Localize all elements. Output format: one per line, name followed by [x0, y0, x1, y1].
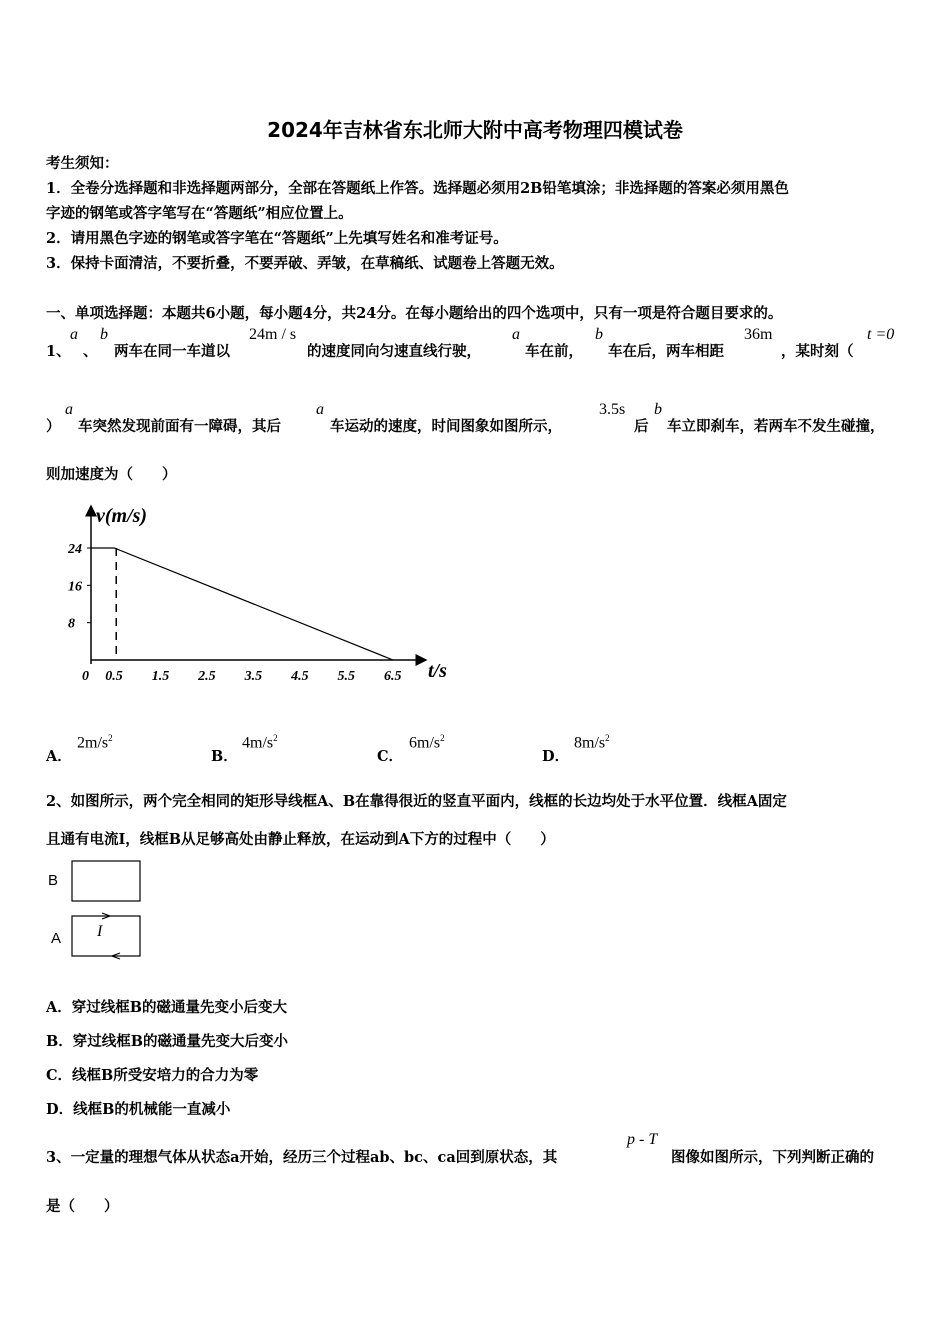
x-tick-label: 2.5 — [198, 669, 216, 684]
q1-var-a: a — [512, 326, 520, 343]
q1-text: ，某时刻（ — [781, 343, 854, 360]
q1-speed: 24m / s — [249, 326, 297, 343]
current-label: I — [97, 923, 103, 940]
q1-option-c-label[interactable]: C． — [377, 748, 404, 765]
x-tick-label: 5.5 — [337, 669, 356, 684]
q1-var-b: b — [654, 401, 662, 418]
q2-option-a[interactable]: A．穿过线框B的磁通量先变小后变大 — [46, 999, 288, 1016]
q1-option-a[interactable]: $2m/s^2$ — [77, 733, 113, 752]
q3-text: 图像如图所示，下列判断正确的 — [671, 1149, 874, 1166]
q1-t0: t =0 — [867, 326, 895, 343]
q1-option-d[interactable]: $8m/s^2$ — [574, 733, 610, 752]
x-tick-label: 6.5 — [384, 669, 402, 684]
q1-time: 3.5s — [599, 401, 626, 418]
q2-option-c[interactable]: C．线框B所受安培力的合力为零 — [46, 1067, 259, 1084]
x-axis-label: t/s — [428, 660, 447, 682]
notice-item: 1．全卷分选择题和非选择题两部分，全部在答题纸上作答。选择题必须用2B铅笔填涂；非选择题的答案必须用黑色 — [46, 180, 789, 197]
y-axis-label: v(m/s) — [96, 505, 148, 527]
q1-var-a: a — [70, 326, 78, 343]
q1-text: 车立即刹车，若两车不发生碰撞， — [667, 418, 885, 435]
frame-b — [72, 861, 140, 901]
q1-option-c[interactable]: $6m/s^2$ — [409, 733, 445, 752]
section-heading: 一、单项选择题：本题共6小题，每小题4分，共24分。在每小题给出的四个选项中，只有一项是符合题目要求的。 — [46, 305, 783, 322]
q1-text: 车突然发现前面有一障碍，其后 — [78, 418, 281, 435]
q1-sep: 、 — [83, 343, 98, 360]
q3-pt: p - T — [627, 1131, 658, 1148]
q2-option-d[interactable]: D．线框B的机械能一直减小 — [46, 1101, 231, 1118]
y-tick-label: 16 — [68, 579, 82, 595]
x-tick-label: 3.5 — [244, 669, 263, 684]
vt-chart — [60, 498, 480, 718]
q2-text: 2、如图所示，两个完全相同的矩形导线框A、B在靠得很近的竖直平面内，线框的长边均处于水平位置．线框A固定 — [46, 793, 787, 810]
q1-distance: 36m — [744, 326, 773, 343]
q1-var-b: b — [100, 326, 108, 343]
q2-text: 且通有电流I，线框B从足够高处由静止释放，在运动到A下方的过程中（ ） — [46, 831, 555, 848]
q1-text: 则加速度为（ ） — [46, 466, 177, 483]
frame-a-label: A — [51, 930, 62, 947]
q1-var-a: a — [316, 401, 324, 418]
q3-text: 3、一定量的理想气体从状态a开始，经历三个过程ab、bc、ca回到原状态，其 — [46, 1149, 558, 1166]
q1-var-a: a — [65, 401, 73, 418]
frame-b-label: B — [48, 872, 59, 889]
x-tick-label: 1.5 — [151, 669, 170, 684]
q1-text: 后 — [634, 418, 649, 435]
q1-text: 车运动的速度，时间图象如图所示， — [330, 418, 562, 435]
y-tick-label: 8 — [68, 616, 75, 632]
notice-heading: 考生须知： — [46, 155, 119, 172]
notice-item: 2．请用黑色字迹的钢笔或答字笔在“答题纸”上先填写姓名和准考证号。 — [46, 230, 508, 247]
q1-text: 的速度同向匀速直线行驶， — [307, 343, 481, 360]
q1-option-a-label[interactable]: A． — [46, 748, 72, 765]
q1-option-b-label[interactable]: B． — [211, 748, 238, 765]
q1-option-d-label[interactable]: D． — [542, 748, 570, 765]
q1-option-b[interactable]: $4m/s^2$ — [242, 733, 278, 752]
notice-item: 3．保持卡面清洁，不要折叠，不要弄破、弄皱，在草稿纸、试题卷上答题无效。 — [46, 255, 564, 272]
notice-item: 字迹的钢笔或答字笔写在“答题纸”相应位置上。 — [46, 205, 353, 222]
velocity-line — [91, 548, 393, 660]
q1-number: 1、 — [46, 343, 71, 360]
q3-text: 是（ ） — [46, 1198, 119, 1215]
q2-option-b[interactable]: B．穿过线框B的磁通量先变大后变小 — [46, 1033, 289, 1050]
q1-text: 车在前， — [525, 343, 583, 360]
q1-text: 车在后，两车相距 — [608, 343, 724, 360]
frame-a — [72, 916, 140, 956]
q1-text: ） — [46, 418, 61, 435]
q1-text: 两车在同一车道以 — [114, 343, 230, 360]
q1-var-b: b — [595, 326, 603, 343]
x-tick-label: 0 — [82, 669, 89, 684]
frames-figure — [40, 855, 160, 965]
x-tick-label: 0.5 — [105, 669, 123, 684]
y-tick-label: 24 — [68, 542, 82, 557]
x-tick-label: 4.5 — [291, 669, 309, 684]
page-title: 2024年吉林省东北师大附中高考物理四模试卷 — [267, 118, 683, 142]
